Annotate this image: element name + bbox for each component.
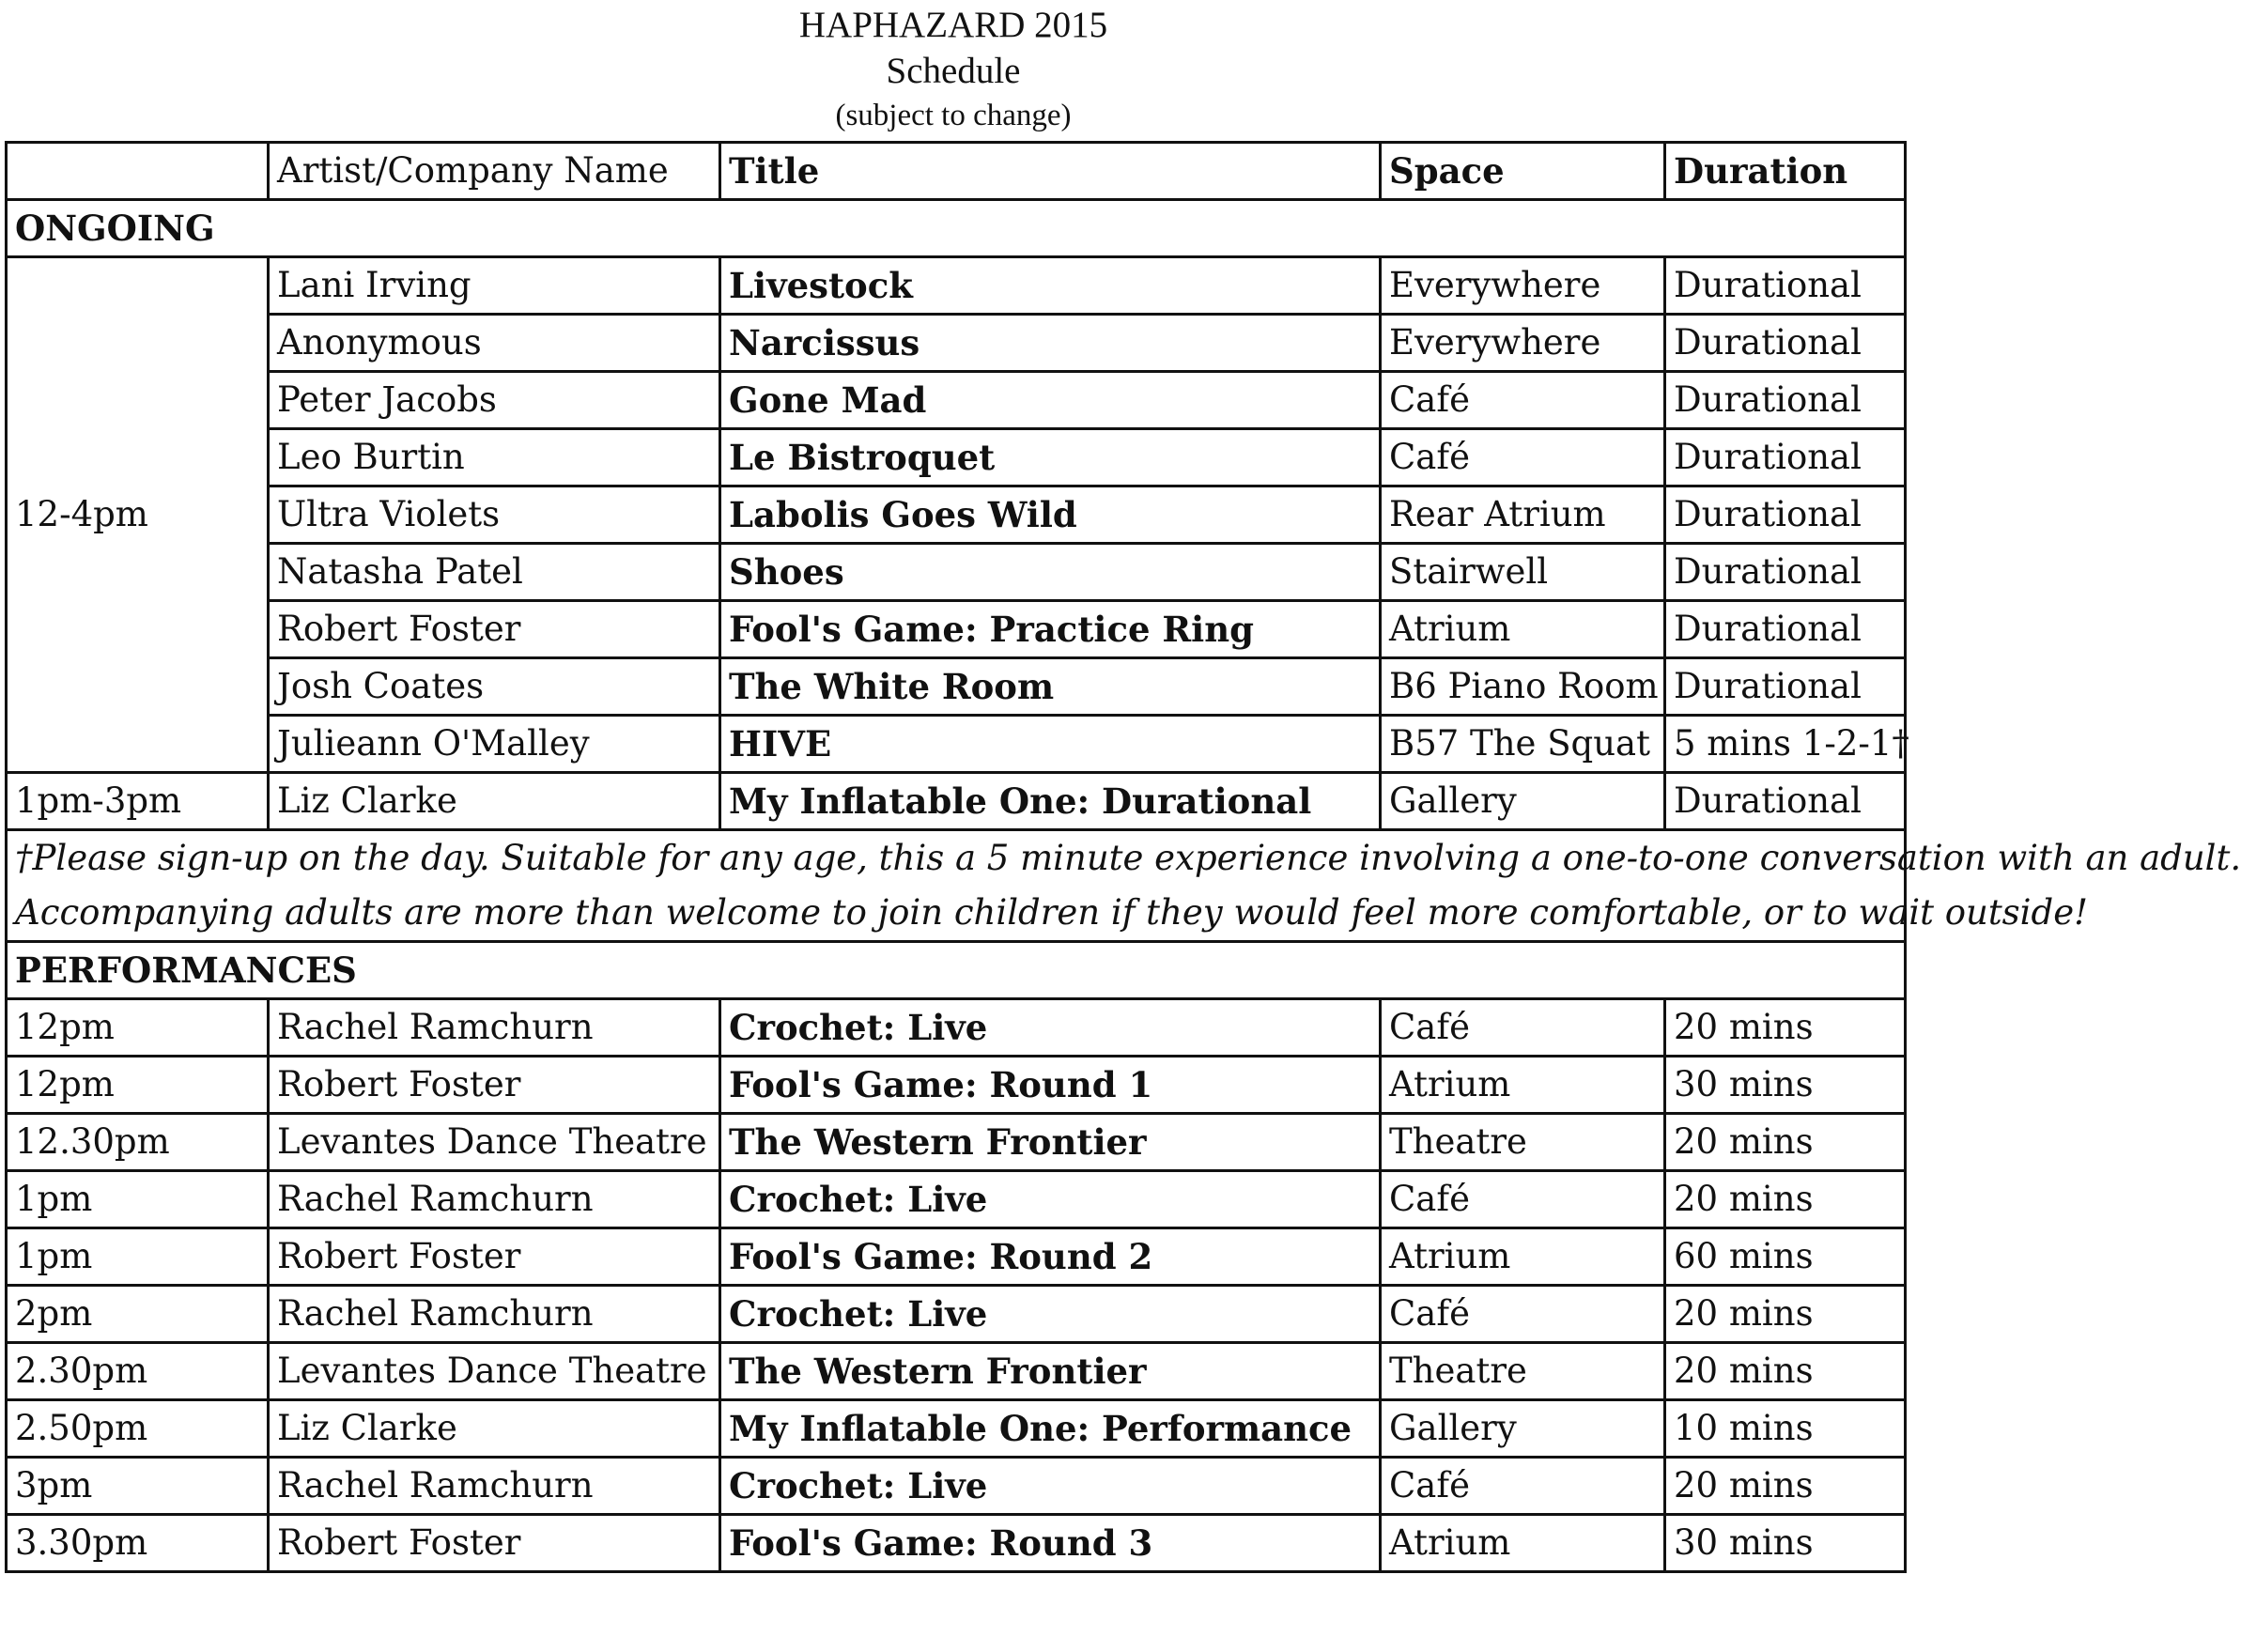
space-cell: Café bbox=[1381, 1286, 1665, 1343]
title-cell: Crochet: Live bbox=[720, 1171, 1381, 1228]
artist-cell: Levantes Dance Theatre bbox=[269, 1343, 720, 1400]
artist-cell: Liz Clarke bbox=[269, 773, 720, 830]
time-cell: 12.30pm bbox=[7, 1114, 269, 1171]
document-header bbox=[0, 0, 1907, 136]
space-cell: B57 The Squat bbox=[1381, 716, 1665, 773]
table-row bbox=[7, 1343, 1906, 1400]
space-cell: Café bbox=[1381, 1458, 1665, 1515]
space-cell: Atrium bbox=[1381, 1057, 1665, 1114]
footnote bbox=[7, 830, 2241, 942]
artist-cell: Lani Irving bbox=[269, 257, 720, 315]
title-cell: Narcissus bbox=[720, 315, 1381, 372]
duration-cell: Durational bbox=[1665, 257, 1906, 315]
document-note: (subject to change) bbox=[835, 99, 1072, 132]
column-header-time bbox=[7, 143, 269, 200]
time-cell: 2pm bbox=[7, 1286, 269, 1343]
artist-cell: Robert Foster bbox=[269, 601, 720, 658]
space-cell: Atrium bbox=[1381, 1515, 1665, 1572]
artist-cell: Natasha Patel bbox=[269, 544, 720, 601]
time-cell: 1pm bbox=[7, 1171, 269, 1228]
schedule-table bbox=[5, 141, 2241, 1573]
duration-cell: 30 mins bbox=[1665, 1515, 1906, 1572]
time-cell: 12pm bbox=[7, 999, 269, 1057]
table-row bbox=[7, 1228, 1906, 1286]
time-cell: 2.30pm bbox=[7, 1343, 269, 1400]
space-cell: Café bbox=[1381, 1171, 1665, 1228]
space-cell: Café bbox=[1381, 429, 1665, 486]
duration-cell: 20 mins bbox=[1665, 1171, 1906, 1228]
space-cell: Stairwell bbox=[1381, 544, 1665, 601]
duration-cell: Durational bbox=[1665, 429, 1906, 486]
column-header-space: Space bbox=[1381, 143, 1665, 200]
column-header-artist: Artist/Company Name bbox=[269, 143, 720, 200]
section-row-ongoing bbox=[7, 200, 1906, 257]
duration-cell: 60 mins bbox=[1665, 1228, 1906, 1286]
table-row bbox=[7, 429, 1906, 486]
title-cell: Shoes bbox=[720, 544, 1381, 601]
artist-cell: Leo Burtin bbox=[269, 429, 720, 486]
table-row bbox=[7, 1171, 1906, 1228]
duration-cell: 5 mins 1-2-1† bbox=[1665, 716, 1906, 773]
table-row bbox=[7, 486, 1906, 544]
artist-cell: Robert Foster bbox=[269, 1228, 720, 1286]
table-row bbox=[7, 1400, 1906, 1458]
title-cell: Livestock bbox=[720, 257, 1381, 315]
duration-cell: Durational bbox=[1665, 601, 1906, 658]
space-cell: Theatre bbox=[1381, 1343, 1665, 1400]
artist-cell: Rachel Ramchurn bbox=[269, 999, 720, 1057]
title-cell: Le Bistroquet bbox=[720, 429, 1381, 486]
section-row-performances bbox=[7, 942, 1906, 999]
table-row bbox=[7, 999, 1906, 1057]
space-cell: Everywhere bbox=[1381, 315, 1665, 372]
title-cell: The Western Frontier bbox=[720, 1114, 1381, 1171]
duration-cell: 20 mins bbox=[1665, 1343, 1906, 1400]
duration-cell: Durational bbox=[1665, 773, 1906, 830]
time-cell: 1pm-3pm bbox=[7, 773, 269, 830]
duration-cell: 20 mins bbox=[1665, 999, 1906, 1057]
document-title: HAPHAZARD 2015 bbox=[798, 5, 1108, 45]
artist-cell: Julieann O'Malley bbox=[269, 716, 720, 773]
table-row bbox=[7, 1458, 1906, 1515]
space-cell: Rear Atrium bbox=[1381, 486, 1665, 544]
table-row bbox=[7, 1515, 1906, 1572]
title-cell: Fool's Game: Practice Ring bbox=[720, 601, 1381, 658]
column-header-title: Title bbox=[720, 143, 1381, 200]
artist-cell: Josh Coates bbox=[269, 658, 720, 716]
table-row bbox=[7, 1114, 1906, 1171]
duration-cell: 20 mins bbox=[1665, 1286, 1906, 1343]
space-cell: Atrium bbox=[1381, 1228, 1665, 1286]
table-row bbox=[7, 1286, 1906, 1343]
table-row bbox=[7, 1057, 1906, 1114]
title-cell: Fool's Game: Round 2 bbox=[720, 1228, 1381, 1286]
table-row bbox=[7, 257, 1906, 315]
space-cell: Theatre bbox=[1381, 1114, 1665, 1171]
title-cell: The White Room bbox=[720, 658, 1381, 716]
title-cell: My Inflatable One: Durational bbox=[720, 773, 1381, 830]
title-cell: Gone Mad bbox=[720, 372, 1381, 429]
document-subtitle: Schedule bbox=[886, 51, 1021, 91]
artist-cell: Levantes Dance Theatre bbox=[269, 1114, 720, 1171]
title-cell: HIVE bbox=[720, 716, 1381, 773]
table-row bbox=[7, 601, 1906, 658]
space-cell: Gallery bbox=[1381, 773, 1665, 830]
artist-cell: Robert Foster bbox=[269, 1057, 720, 1114]
space-cell: Gallery bbox=[1381, 1400, 1665, 1458]
artist-cell: Liz Clarke bbox=[269, 1400, 720, 1458]
duration-cell: Durational bbox=[1665, 658, 1906, 716]
table-row bbox=[7, 658, 1906, 716]
table-row bbox=[7, 544, 1906, 601]
artist-cell: Rachel Ramchurn bbox=[269, 1171, 720, 1228]
time-cell: 12pm bbox=[7, 1057, 269, 1114]
time-cell: 3pm bbox=[7, 1458, 269, 1515]
title-cell: My Inflatable One: Performance bbox=[720, 1400, 1381, 1458]
table-row bbox=[7, 315, 1906, 372]
duration-cell: 30 mins bbox=[1665, 1057, 1906, 1114]
space-cell: Café bbox=[1381, 999, 1665, 1057]
title-cell: Fool's Game: Round 1 bbox=[720, 1057, 1381, 1114]
duration-cell: 20 mins bbox=[1665, 1458, 1906, 1515]
artist-cell: Peter Jacobs bbox=[269, 372, 720, 429]
duration-cell: Durational bbox=[1665, 315, 1906, 372]
table-row bbox=[7, 716, 1906, 773]
time-cell: 1pm bbox=[7, 1228, 269, 1286]
table-row bbox=[7, 372, 1906, 429]
title-cell: Crochet: Live bbox=[720, 1458, 1381, 1515]
time-cell: 2.50pm bbox=[7, 1400, 269, 1458]
duration-cell: Durational bbox=[1665, 372, 1906, 429]
artist-cell: Rachel Ramchurn bbox=[269, 1458, 720, 1515]
table-row bbox=[7, 773, 1906, 830]
column-header-row bbox=[7, 143, 1906, 200]
duration-cell: Durational bbox=[1665, 544, 1906, 601]
footnote-line: †Please sign-up on the day. Suitable for any age, this a 5 minute experience involving a one-to-one conversation with an adult. bbox=[15, 838, 2241, 878]
space-cell: B6 Piano Room bbox=[1381, 658, 1665, 716]
section-label-performances: PERFORMANCES bbox=[7, 942, 1906, 999]
artist-cell: Anonymous bbox=[269, 315, 720, 372]
time-cell: 12-4pm bbox=[7, 257, 269, 773]
artist-cell: Rachel Ramchurn bbox=[269, 1286, 720, 1343]
space-cell: Café bbox=[1381, 372, 1665, 429]
footnote-line: Accompanying adults are more than welcome to join children if they would feel more comfortable, or to wait outside! bbox=[15, 892, 2088, 933]
time-cell: 3.30pm bbox=[7, 1515, 269, 1572]
title-cell: The Western Frontier bbox=[720, 1343, 1381, 1400]
space-cell: Everywhere bbox=[1381, 257, 1665, 315]
column-header-duration: Duration bbox=[1665, 143, 1906, 200]
space-cell: Atrium bbox=[1381, 601, 1665, 658]
duration-cell: Durational bbox=[1665, 486, 1906, 544]
title-cell: Fool's Game: Round 3 bbox=[720, 1515, 1381, 1572]
footnote-row bbox=[7, 830, 1906, 942]
title-cell: Crochet: Live bbox=[720, 999, 1381, 1057]
artist-cell: Robert Foster bbox=[269, 1515, 720, 1572]
duration-cell: 10 mins bbox=[1665, 1400, 1906, 1458]
section-label-ongoing: ONGOING bbox=[7, 200, 1906, 257]
duration-cell: 20 mins bbox=[1665, 1114, 1906, 1171]
artist-cell: Ultra Violets bbox=[269, 486, 720, 544]
title-cell: Crochet: Live bbox=[720, 1286, 1381, 1343]
title-cell: Labolis Goes Wild bbox=[720, 486, 1381, 544]
